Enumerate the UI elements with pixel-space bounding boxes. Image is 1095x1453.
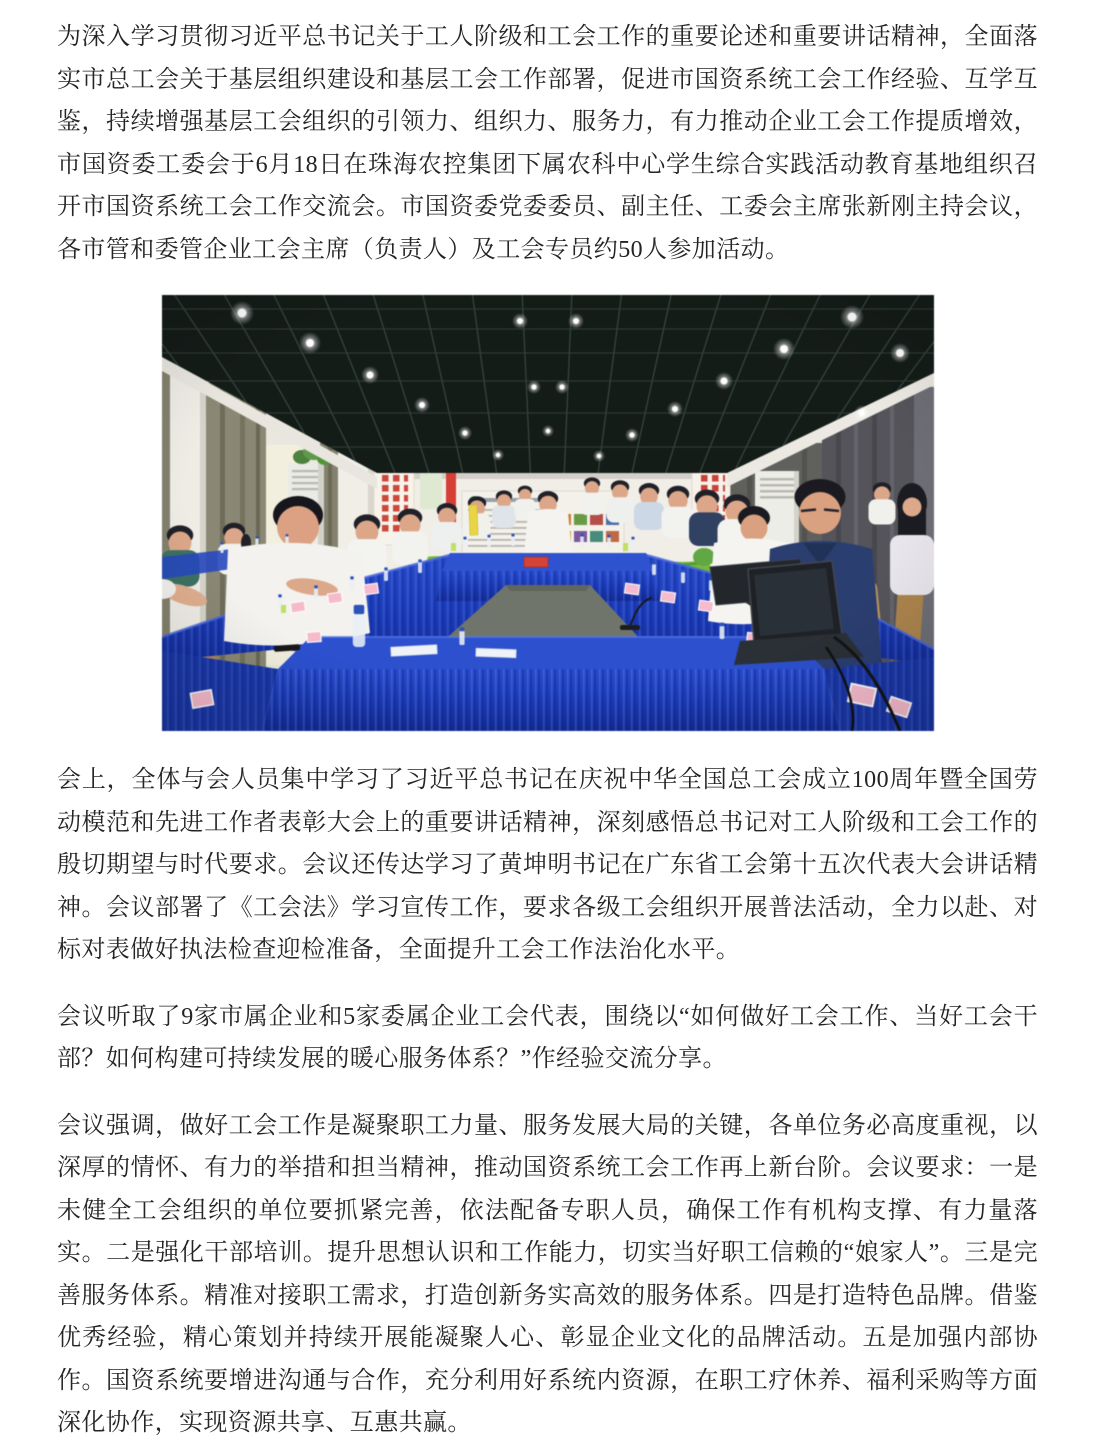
paragraph-3: 会议听取了9家市属企业和5家委属企业工会代表，围绕以“如何做好工会工作、当好工会干部？如何构建可持续发展的暖心服务体系？”作经验交流分享。 (57, 1003, 1038, 1072)
paragraph-2: 会上，全体与会人员集中学习了习近平总书记在庆祝中华全国总工会成立100周年暨全国劳动模范和先进工作者表彰大会上的重要讲话精神，深刻感悟总书记对工人阶级和工会工作的殷切期望与时代要求。会议还传达学习了黄坤明书记在广东省工会第十五次代表大会讲话精神。会议部署了《工会法》学习宣传工作，要求各级工会组织开展普法活动，全力以赴、对标对表做好执法检查迎检准备，全面提升工会工作法治化水平。 (57, 767, 1038, 963)
paragraph-1: 为深入学习贯彻习近平总书记关于工人阶级和工会工作的重要论述和重要讲话精神，全面落实市总工会关于基层组织建设和基层工会工作部署，促进市国资系统工会工作经验、互学互鉴，持续增强基层工会组织的引领力、组织力、服务力，有力推动企业工会工作提质增效，市国资委工委会于6月18日在珠海农控集团下属农科中心学生综合实践活动教育基地组织召开市国资系统工会工作交流会。市国资委党委委员、副主任、工委会主席张新刚主持会议，各市管和委管企业工会主席（负责人）及工会专员约50人参加活动。 (57, 24, 1038, 263)
meeting-photo[interactable] (162, 295, 934, 731)
vignette (162, 295, 934, 731)
paragraph-4: 会议强调，做好工会工作是凝聚职工力量、服务发展大局的关键，各单位务必高度重视，以深厚的情怀、有力的举措和担当精神，推动国资系统工会工作再上新台阶。会议要求：一是未健全工会组织的单位要抓紧完善，依法配备专职人员，确保工作有机构支撑、有力量落实。二是强化干部培训。提升思想认识和工作能力，切实当好职工信赖的“娘家人”。三是完善服务体系。精准对接职工需求，打造创新务实高效的服务体系。四是打造特色品牌。借鉴优秀经验，精心策划并持续开展能凝聚人心、彰显企业文化的品牌活动。五是加强内部协作。国资系统要增进沟通与合作，充分利用好系统内资源，在职工疗休养、福利采购等方面深化协作，实现资源共享、互惠共赢。 (57, 1112, 1038, 1436)
meeting-photo-svg (162, 295, 934, 731)
